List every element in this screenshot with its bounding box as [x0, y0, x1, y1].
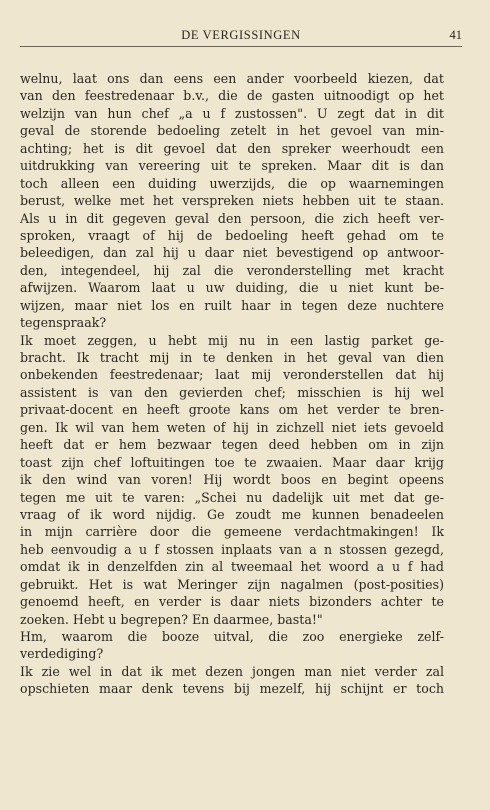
text-line: omdat ik in denzelfden zin al tweemaal het woord a u f had: [20, 559, 444, 575]
text-line: onbekenden feestredenaar; laat mij veronderstellen dat hij: [20, 367, 444, 383]
body-text: [20, 70, 444, 698]
text-line: heb eenvoudig a u f stossen inplaats van a n stossen gezegd,: [20, 541, 444, 557]
text-line: geval de storende bedoeling zetelt in het gevoel van min-: [20, 123, 444, 139]
text-line: toast zijn chef loftuitingen toe te zwaaien. Maar daar krijg: [20, 454, 444, 470]
text-line: vraag of ik word nijdig. Ge zoudt me kunnen benadeelen: [20, 506, 444, 522]
text-line: in mijn carrière door die gemeene verdachtmakingen! Ik: [20, 524, 444, 540]
text-line: Ik moet zeggen, u hebt mij nu in een lastig parket ge-: [20, 332, 444, 348]
text-line: Ik zie wel in dat ik met dezen jongen man niet verder zal: [20, 663, 444, 679]
text-line: heeft dat er hem bezwaar tegen deed hebben om in zijn: [20, 437, 444, 453]
text-line: berust, welke met het verspreken niets hebben uit te staan.: [20, 193, 444, 209]
text-line: uitdrukking van vereering uit te spreken. Maar dit is dan: [20, 158, 444, 174]
text-line: ik den wind van voren! Hij wordt boos en begint opeens: [20, 472, 444, 488]
text-line: sproken, vraagt of hij de bedoeling heeft gehad om te: [20, 227, 444, 243]
text-line: afwijzen. Waarom laat u uw duiding, die u niet kunt be-: [20, 280, 444, 296]
text-line: toch alleen een duiding uwerzijds, die op waarnemingen: [20, 175, 444, 191]
text-line: verdediging?: [20, 646, 104, 662]
text-line: beleedigen, dan zal hij u daar niet bevestigend op antwoor-: [20, 245, 444, 261]
text-line: Als u in dit gegeven geval den persoon, die zich heeft ver-: [20, 210, 444, 226]
text-line: assistent is van den gevierden chef; misschien is hij wel: [20, 384, 444, 400]
page-number: 41: [449, 28, 462, 42]
running-title: DE VERGISSINGEN: [181, 28, 301, 42]
text-line: achting; het is dit gevoel dat den spreker weerhoudt een: [20, 140, 444, 156]
text-line: opschieten maar denk tevens bij mezelf, hij schijnt er toch: [20, 681, 444, 697]
text-line: privaat-docent en heeft groote kans om het verder te bren-: [20, 402, 444, 418]
text-line: bracht. Ik tracht mij in te denken in het geval van dien: [20, 350, 444, 365]
text-line: wijzen, maar niet los en ruilt haar in tegen deze nuchtere: [20, 297, 444, 313]
text-line: den, integendeel, hij zal die veronderstelling met kracht: [20, 262, 444, 278]
text-line: zoeken. Hebt u begrepen? En daarmee, basta!": [20, 611, 323, 627]
text-line: tegenspraak?: [20, 315, 107, 331]
page-header: [20, 26, 462, 47]
text-line: van den feestredenaar b.v., die de gasten uitnoodigt op het: [20, 88, 444, 104]
text-line: gebruikt. Het is wat Meringer zijn nagalmen (post-posities): [20, 576, 444, 592]
text-line: tegen me uit te varen: „Schei nu dadelijk uit met dat ge-: [20, 489, 444, 505]
text-line: Hm, waarom die booze uitval, die zoo energieke zelf-: [20, 629, 444, 644]
text-line: gen. Ik wil van hem weten of hij in zichzell niet iets gevoeld: [20, 419, 444, 435]
text-line: genoemd heeft, en verder is daar niets bizonders achter te: [20, 594, 444, 610]
text-line: welnu, laat ons dan eens een ander voorbeeld kiezen, dat: [20, 71, 444, 86]
text-line: welzijn van hun chef „a u f zustossen". U zegt dat in dit: [20, 105, 444, 121]
